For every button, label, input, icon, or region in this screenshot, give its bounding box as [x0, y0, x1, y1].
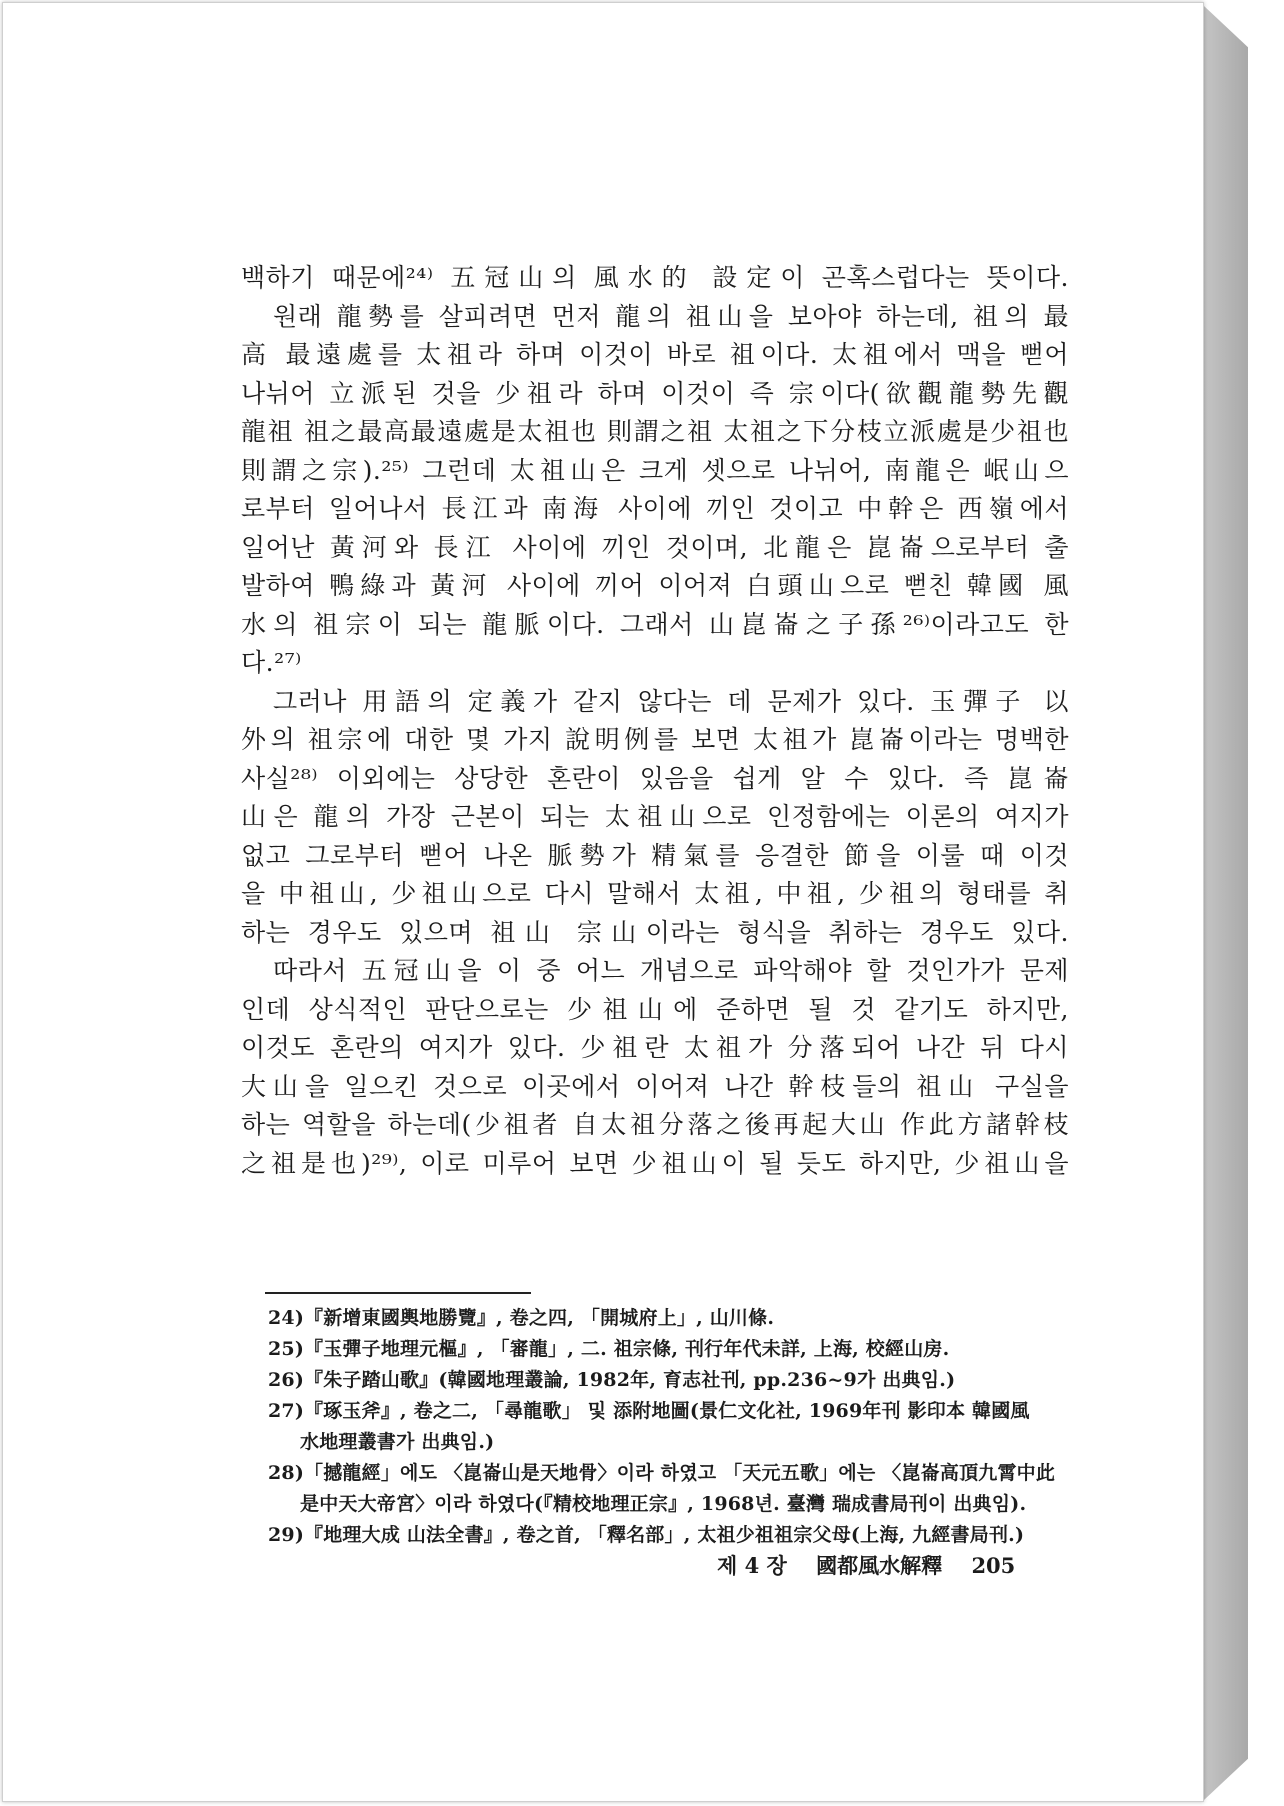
book-page: [2, 2, 1204, 1802]
body-line: 이것도 혼란의 여지가 있다. 少祖란 太祖가 分落되어 나간 뒤 다시: [241, 1033, 1069, 1062]
section-title: 國都風水解釋: [816, 1553, 943, 1578]
body-line: 사실²⁸⁾ 이외에는 상당한 혼란이 있음을 쉽게 알 수 있다. 즉 崑崙: [241, 763, 1069, 793]
body-line: 山은 龍의 가장 근본이 되는 太祖山으로 인정함에는 이론의 여지가: [241, 802, 1069, 831]
body-line: 外의 祖宗에 대한 몇 가지 說明例를 보면 太祖가 崑崙이라는 명백한: [241, 725, 1069, 754]
footnotes: [268, 1303, 1068, 1551]
body-line: 나뉘어 立派된 것을 少祖라 하며 이것이 즉 宗이다(欲觀龍勢先觀: [241, 378, 1069, 408]
body-line: 則謂之宗).²⁵⁾ 그런데 太祖山은 크게 셋으로 나뉘어, 南龍은 岷山으: [241, 455, 1069, 485]
footnote-27: 27)『琢玉斧』, 卷之二, 「尋龍歌」 및 添附地圖(景仁文化社, 1969年刊 影印本 韓國風: [268, 1400, 1030, 1422]
footnote-24: 24)『新增東國輿地勝覽』, 卷之四, 「開城府上」, 山川條.: [268, 1307, 775, 1329]
body-line: 之祖是也)²⁹⁾, 이로 미루어 보면 少祖山이 될 듯도 하지만, 少祖山을: [241, 1148, 1069, 1178]
body-line: 高 最遠處를 太祖라 하며 이것이 바로 祖이다. 太祖에서 맥을 뻗어: [241, 340, 1069, 369]
body-text: [241, 259, 1069, 1183]
footnote-28-cont: 是中天大帝宮〉이라 하였다(『精校地理正宗』, 1968년. 臺灣 瑞成書局刊이 出典임).: [300, 1493, 1027, 1515]
page-stack-edge: [1204, 6, 1248, 1800]
body-line: 하는 경우도 있으며 祖山 宗山이라는 형식을 취하는 경우도 있다.: [241, 917, 1069, 947]
body-line: 원래 龍勢를 살피려면 먼저 龍의 祖山을 보아야 하는데, 祖의 最: [273, 301, 1069, 331]
body-line: 일어난 黃河와 長江 사이에 끼인 것이며, 北龍은 崑崙으로부터 출: [241, 532, 1069, 562]
body-line: 을 中祖山, 少祖山으로 다시 말해서 太祖, 中祖, 少祖의 형태를 취: [241, 879, 1069, 908]
body-line: 발하여 鴨綠과 黃河 사이에 끼어 이어져 白頭山으로 뻗친 韓國 風: [241, 571, 1069, 600]
body-line: 인데 상식적인 판단으로는 少祖山에 준하면 될 것 같기도 하지만,: [241, 994, 1069, 1024]
footnote-29: 29)『地理大成 山法全書』, 卷之首, 「釋名部」, 太祖少祖祖宗父母(上海, 九經書局刊.): [268, 1524, 1025, 1546]
footnote-28: 28)「撼龍經」에도 〈崑崙山是天地骨〉이라 하였고 「天元五歌」에는 〈崑崙高頂九霄中此: [268, 1462, 1056, 1484]
running-footer: [717, 1550, 1015, 1582]
body-line: 따라서 五冠山을 이 중 어느 개념으로 파악해야 할 것인가가 문제: [273, 956, 1069, 985]
body-line: 다.²⁷⁾: [241, 648, 302, 677]
footnote-separator: [265, 1292, 531, 1294]
footnote-27-cont: 水地理叢書가 出典임.): [300, 1431, 495, 1453]
page-number: 205: [971, 1553, 1016, 1578]
body-line: 大山을 일으킨 것으로 이곳에서 이어져 나간 幹枝들의 祖山 구실을: [241, 1071, 1069, 1101]
body-line: 없고 그로부터 뻗어 나온 脈勢가 精氣를 응결한 節을 이룰 때 이것: [241, 840, 1069, 870]
chapter-label: 제 4 장: [717, 1553, 787, 1578]
body-line: 하는 역할을 하는데(少祖者 自太祖分落之後再起大山 作此方諸幹枝: [241, 1110, 1069, 1139]
body-line: 龍祖 祖之最高最遠處是太祖也 則謂之祖 太祖之下分枝立派處是少祖也: [241, 417, 1069, 446]
footnote-26: 26)『朱子踏山歌』(韓國地理叢論, 1982年, 育志社刊, pp.236~9가 出典임.): [268, 1369, 956, 1391]
body-line: 水의 祖宗이 되는 龍脈이다. 그래서 山崑崙之子孫²⁶⁾이라고도 한: [241, 609, 1069, 639]
body-line: 백하기 때문에²⁴⁾ 五冠山의 風水的 設定이 곤혹스럽다는 뜻이다.: [241, 263, 1069, 292]
body-line: 로부터 일어나서 長江과 南海 사이에 끼인 것이고 中幹은 西嶺에서: [241, 494, 1069, 523]
body-line: 그러나 用語의 定義가 같지 않다는 데 문제가 있다. 玉彈子 以: [273, 686, 1069, 716]
footnote-25: 25)『玉彈子地理元樞』, 「審龍」, 二. 祖宗條, 刊行年代未詳, 上海, 校經山房.: [268, 1338, 950, 1360]
